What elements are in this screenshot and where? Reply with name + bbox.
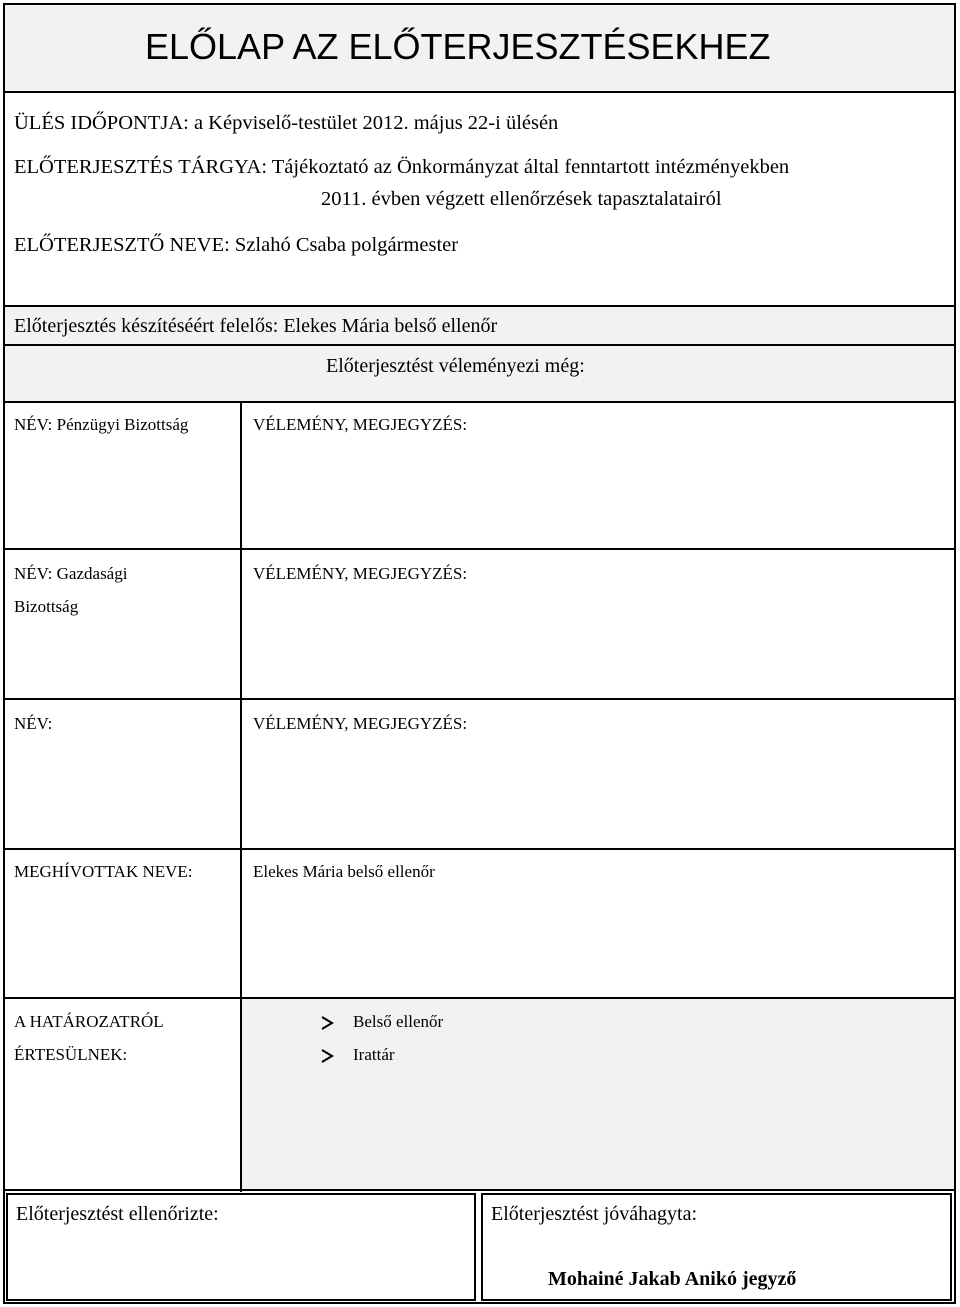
notified-item: Belső ellenőr: [353, 1012, 444, 1031]
opinion-heading: Előterjesztést véleményezi még:: [326, 355, 585, 377]
responsible-person: Előterjesztés készítéséért felelős: Elekes Mária belső ellenőr: [14, 315, 498, 337]
committee-name: NÉV: Gazdasági: [14, 564, 128, 583]
checked-by-label: Előterjesztést ellenőrizte:: [16, 1203, 219, 1225]
row-divider: [3, 848, 956, 850]
proposal-subject-line2: 2011. évben végzett ellenőrzések tapasztalatairól: [321, 188, 722, 210]
meeting-date: ÜLÉS IDŐPONTJA: a Képviselő-testület 2012. május 22-i ülésén: [14, 112, 559, 134]
committee-name: NÉV:: [14, 714, 53, 733]
opinion-label: VÉLEMÉNY, MEGJEGYZÉS:: [253, 564, 468, 583]
arrowhead-bullet-icon: [320, 1016, 334, 1030]
opinion-label: VÉLEMÉNY, MEGJEGYZÉS:: [253, 415, 468, 434]
opinion-label: VÉLEMÉNY, MEGJEGYZÉS:: [253, 714, 468, 733]
notified-value-cell: [242, 999, 954, 1191]
invited-value: Elekes Mária belső ellenőr: [253, 862, 435, 881]
heading-divider: [3, 344, 956, 346]
proposal-subject-line1: ELŐTERJESZTÉS TÁRGYA: Tájékoztató az Önkormányzat által fenntartott intézményekben: [14, 156, 790, 178]
approved-by-label: Előterjesztést jóváhagyta:: [491, 1203, 698, 1225]
notified-label-line2: ÉRTESÜLNEK:: [14, 1045, 128, 1064]
page-title: ELŐLAP AZ ELŐTERJESZTÉSEKHEZ: [145, 26, 771, 67]
presenter-name: ELŐTERJESZTŐ NEVE: Szlahó Csaba polgármester: [14, 234, 459, 256]
committee-name: NÉV: Pénzügyi Bizottság: [14, 415, 189, 434]
row-divider: [3, 548, 956, 550]
committee-name-line2: Bizottság: [14, 597, 79, 616]
notified-item: Irattár: [353, 1045, 395, 1064]
row-divider: [3, 997, 956, 999]
arrowhead-bullet-icon: [320, 1049, 334, 1063]
row-divider: [3, 698, 956, 700]
approver-name: Mohainé Jakab Anikó jegyző: [548, 1268, 797, 1290]
notified-label-line1: A HATÁROZATRÓL: [14, 1012, 164, 1031]
invited-label: MEGHÍVOTTAK NEVE:: [14, 862, 193, 881]
